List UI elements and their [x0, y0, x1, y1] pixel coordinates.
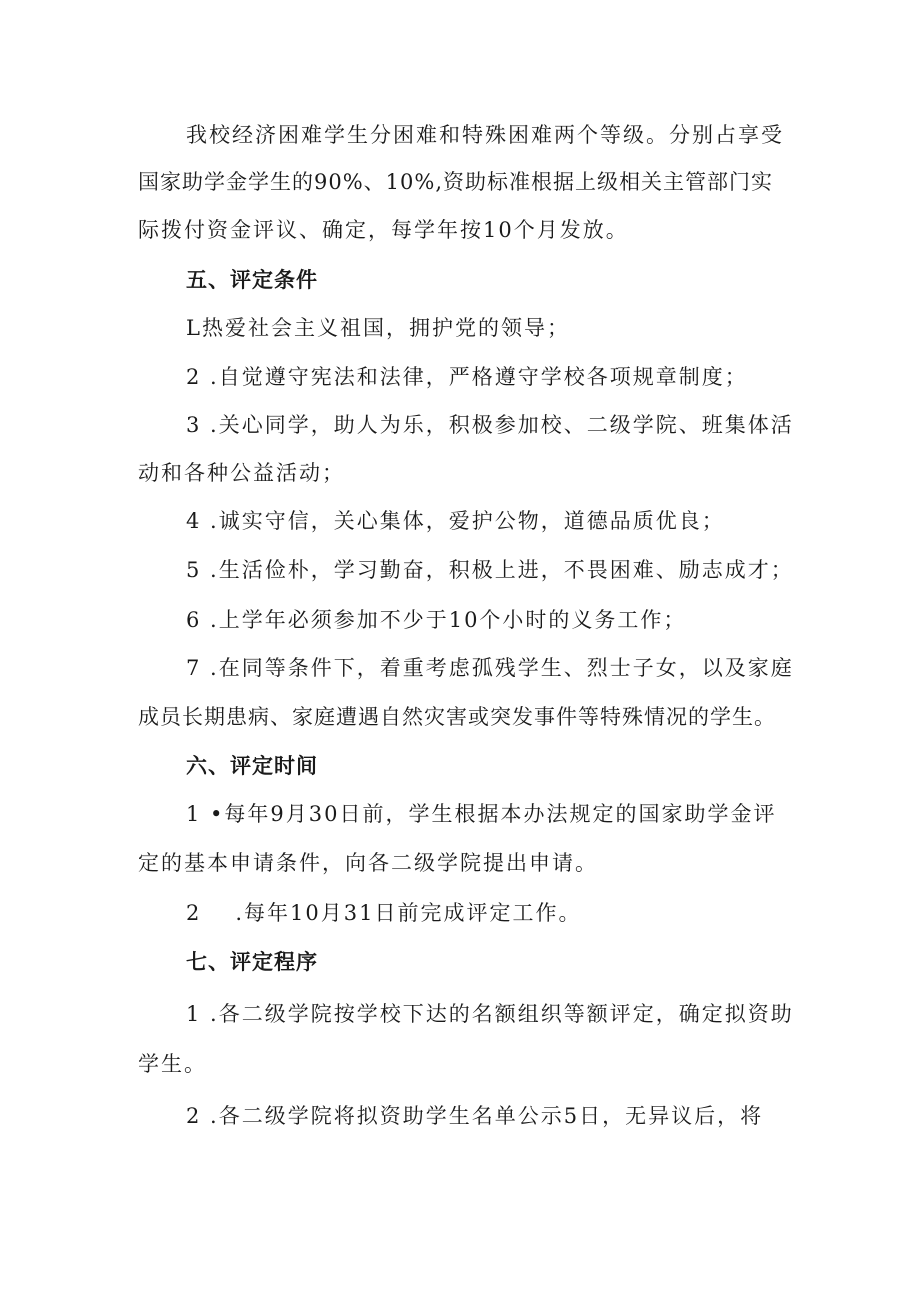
- list-item: 2 .各二级学院将拟资助学生名单公示5日，无异议后，将: [186, 1104, 764, 1128]
- section-heading: 五、评定条件: [186, 268, 318, 292]
- paragraph-line: 国家助学金学生的90%、10%,资助标准根据上级相关主管部门实: [138, 170, 774, 194]
- list-item: 7 .在同等条件下，着重考虑孤残学生、烈士子女，以及家庭: [186, 656, 794, 680]
- list-item: 5 .生活俭朴，学习勤奋，积极上进，不畏困难、励志成才；: [186, 558, 794, 582]
- list-item: [0, 899, 920, 927]
- list-item: 1 •每年9月30日前，学生根据本办法规定的国家助学金评: [186, 802, 777, 826]
- list-item-continuation: 动和各种公益活动；: [138, 461, 345, 485]
- section-heading: 七、评定程序: [186, 950, 318, 974]
- list-item: 1 .各二级学院按学校下达的名额组织等额评定，确定拟资助: [186, 1002, 794, 1026]
- list-item-continuation: 成员长期患病、家庭遭遇自然灾害或突发事件等特殊情况的学生。: [138, 705, 776, 729]
- paragraph-line: 际拨付资金评议、确定，每学年按10个月发放。: [138, 218, 629, 242]
- paragraph-line: 我校经济困难学生分困难和特殊困难两个等级。分别占享受: [186, 123, 784, 147]
- list-item-number: 2: [186, 901, 202, 925]
- list-item: 4 .诚实守信，关心集体，爱护公物，道德品质优良；: [186, 509, 725, 533]
- section-heading: 六、评定时间: [186, 754, 318, 778]
- list-item: 2 .自觉遵守宪法和法律，严格遵守学校各项规章制度；: [186, 365, 748, 389]
- list-item: L热爱社会主义祖国，拥护党的领导；: [186, 316, 570, 340]
- list-item: 3 .关心同学，助人为乐，积极参加校、二级学院、班集体活: [186, 413, 794, 437]
- list-item-continuation: 定的基本申请条件，向各二级学院提出申请。: [138, 851, 598, 875]
- list-item-continuation: 学生。: [138, 1052, 207, 1076]
- list-item: 6 .上学年必须参加不少于10个小时的义务工作；: [186, 608, 687, 632]
- list-item-text: .每年10月31日前完成评定工作。: [235, 901, 582, 925]
